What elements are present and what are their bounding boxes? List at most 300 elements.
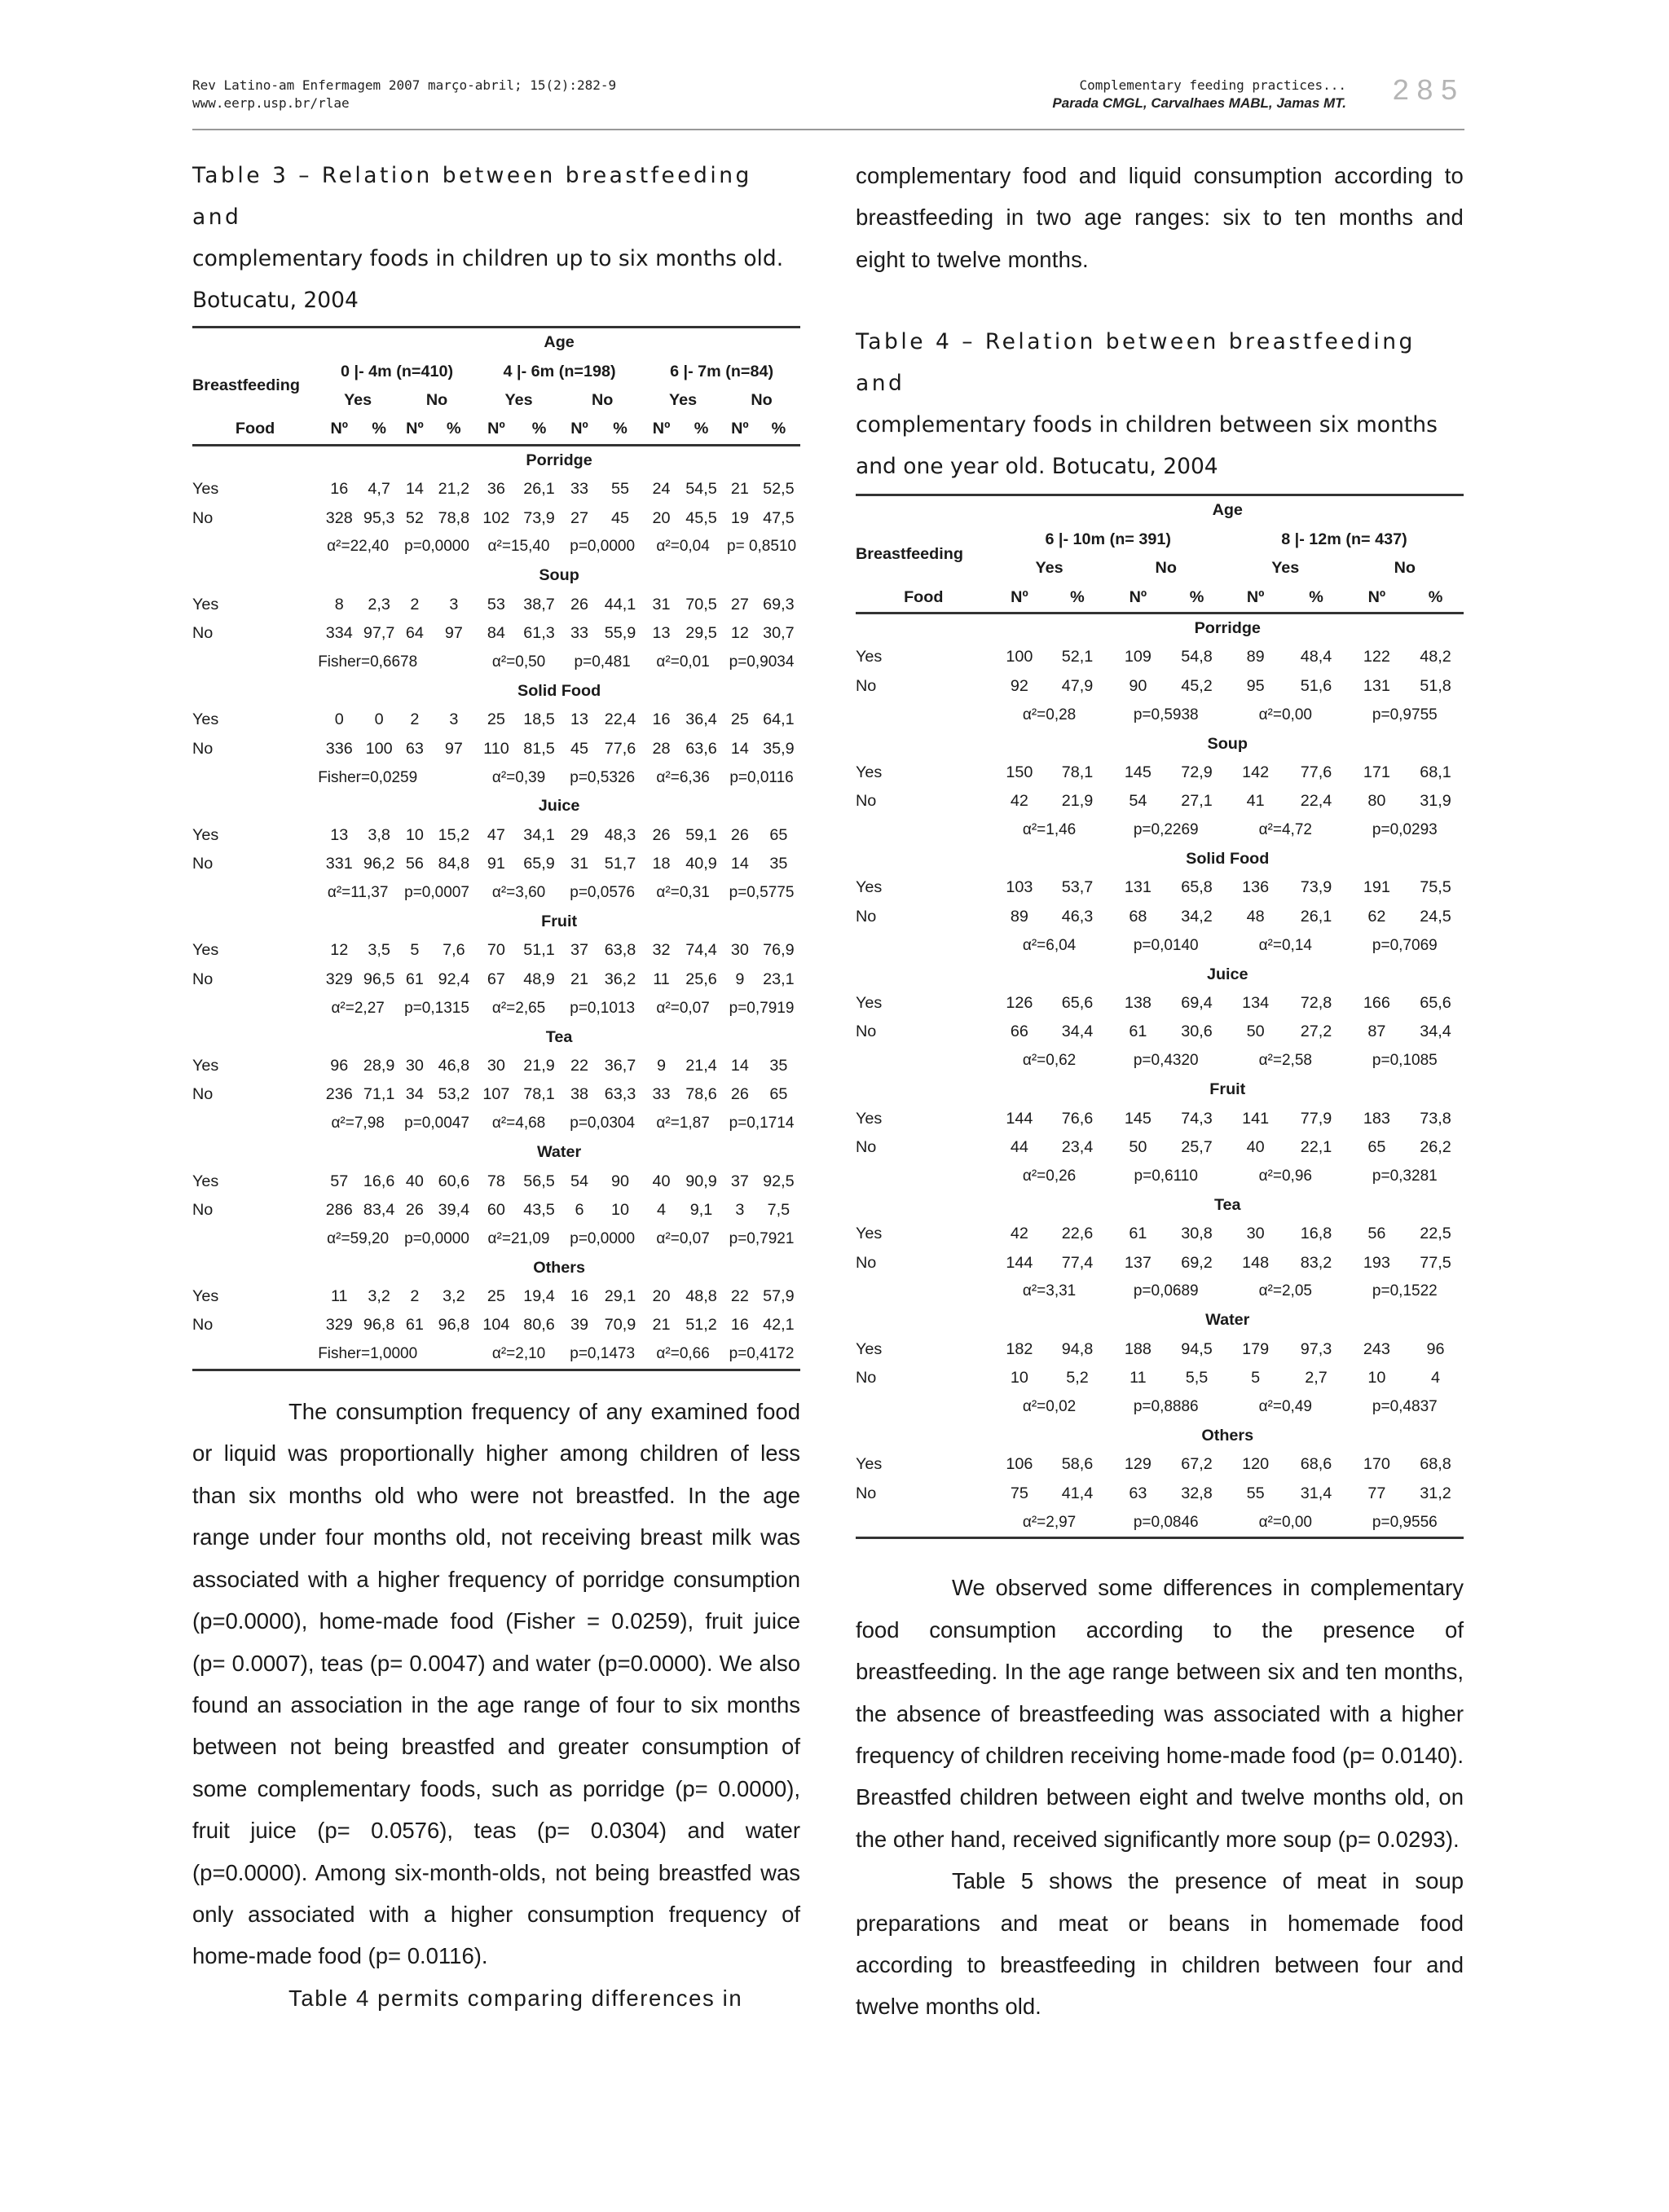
table3-cell: 35 <box>769 855 788 873</box>
table3-group-header: 4 |- 6m (n=198) <box>503 362 616 380</box>
table4-stat-value: p=0,8886 <box>1133 1398 1199 1416</box>
table3-cell: 22 <box>730 1287 749 1306</box>
table4-cell: 183 <box>1363 1109 1390 1128</box>
table3-cell: 5 <box>410 941 420 960</box>
table4-cell: 141 <box>1242 1109 1270 1128</box>
table4-stat-value: p=0,3281 <box>1372 1167 1438 1185</box>
table3-cell: 95,3 <box>363 508 395 527</box>
table3-cell: 18,5 <box>523 710 555 729</box>
table4-stat-value: α²=0,00 <box>1258 706 1312 723</box>
table3-stat-value: p=0,1473 <box>561 1340 643 1370</box>
table3-data-row <box>192 1052 800 1080</box>
table4-yes-header: Yes <box>1035 559 1063 578</box>
table3-cell: 10 <box>611 1200 630 1219</box>
running-header <box>1052 77 1346 112</box>
table3-stat-value: p=0,7919 <box>729 999 795 1017</box>
table4-cell: 92 <box>1010 676 1028 695</box>
table3-stat-value: p=0,481 <box>574 653 631 671</box>
table3-caption <box>192 155 800 321</box>
table3-cell: 35 <box>769 1056 788 1075</box>
table4-cell: 22,6 <box>1061 1225 1094 1243</box>
table3-stat-value: p=0,0576 <box>570 884 636 902</box>
table4-stat-row <box>856 1508 1464 1538</box>
table4-cell: 65,6 <box>1420 994 1451 1013</box>
table3-cell: 71,1 <box>363 1085 395 1104</box>
table3-cell: 10 <box>405 825 424 844</box>
table4-age-row <box>856 495 1464 526</box>
table3-cell: 36 <box>487 480 505 499</box>
table3-cell: 16,6 <box>363 1172 395 1190</box>
table4-cell: 42 <box>1010 792 1028 811</box>
table4-cell: 78,1 <box>1061 763 1094 781</box>
table3-stat-value: α²=4,68 <box>491 1115 546 1132</box>
table3-cell: 21,2 <box>438 480 470 499</box>
table3-cell: 8 <box>334 595 344 613</box>
table4-cell: 65,6 <box>1061 994 1094 1013</box>
table3-cell: 34 <box>405 1085 424 1104</box>
table3-stat-value: p=0,9034 <box>729 653 795 671</box>
table4-cell: 51,8 <box>1420 676 1451 695</box>
table3-cell: 2 <box>410 1287 420 1306</box>
table3-cell: 25 <box>487 1287 505 1306</box>
table4-stat-value: p=0,0846 <box>1108 1508 1225 1538</box>
table3-stat-value: α²=15,40 <box>487 538 550 556</box>
table3-group-header: 6 |- 7m (n=84) <box>670 362 774 380</box>
table4-category-label: Fruit <box>1209 1080 1246 1099</box>
table3-row-label: Yes <box>192 825 219 844</box>
table4-cell: 54,8 <box>1181 648 1213 666</box>
table4-category-label: Porridge <box>1194 618 1261 637</box>
table3-cell: 42,1 <box>763 1316 795 1335</box>
table4-food-label: Food <box>856 583 992 613</box>
table4-category-row <box>856 845 1464 873</box>
table3-cell: 14 <box>730 739 749 758</box>
table3-stat-value: p=0,4172 <box>723 1340 800 1370</box>
table3-stat-value: α²=0,04 <box>656 538 710 556</box>
table4-cell: 73,9 <box>1300 878 1332 897</box>
table4-group-header: 8 |- 12m (n= 437) <box>1281 530 1407 548</box>
table4-cell: 55 <box>1246 1484 1265 1502</box>
table3-cell: 2 <box>410 710 420 729</box>
table3-cell: 30,7 <box>763 624 795 643</box>
table3-row-label: No <box>192 624 214 643</box>
table3-stat-value: α²=0,39 <box>491 768 546 786</box>
right-paragraph-1: We observed some differences in complementary food consumption according to the presence of breastfeeding. In the age range between six and ten months, the absence of breastfeeding was associated with a higher frequency of children receiving home-made food (p= 0.0140). Breastfed children between eight and twelve months old, on the other hand, received significantly more soup (p= 0.0293). <box>856 1575 1464 1852</box>
table4-category-label: Tea <box>1213 1195 1241 1214</box>
table4-cell: 66 <box>1010 1022 1028 1041</box>
table3-cell: 13 <box>330 825 349 844</box>
table3-cell: 331 <box>325 855 353 873</box>
table4-row-label: No <box>856 1138 877 1156</box>
table4-cell: 5,2 <box>1066 1369 1089 1387</box>
table4-row-label: Yes <box>856 994 883 1013</box>
table3-cell: 76,9 <box>763 941 795 960</box>
table3-cell: 29,5 <box>685 624 717 643</box>
table4-data-row <box>856 1450 1464 1479</box>
table4-stat-value: α²=2,05 <box>1258 1282 1312 1300</box>
table4-cell: 48 <box>1246 907 1265 926</box>
table4-cell: 32,8 <box>1181 1484 1213 1502</box>
table3-breastfeeding-label: Breastfeeding <box>192 376 300 395</box>
table4-pct-header: % <box>1286 583 1345 613</box>
table3-category-label: Juice <box>538 797 580 816</box>
table3-cell: 36,7 <box>604 1056 636 1075</box>
table3-stat-value: p=0,5775 <box>729 884 795 902</box>
table3-data-row <box>192 1282 800 1311</box>
table3-cell: 26 <box>730 1085 749 1104</box>
table3-category-label: Others <box>533 1258 585 1277</box>
table4-cell: 170 <box>1363 1455 1390 1474</box>
table3-cell: 78,1 <box>523 1085 555 1104</box>
table3-cell: 45 <box>570 739 589 758</box>
table4-cell: 27,2 <box>1300 1022 1332 1041</box>
table3-stat-value: p=0,0000 <box>404 538 469 556</box>
table3-pct-header: % <box>680 415 723 445</box>
table4-pct-header: % <box>1169 583 1225 613</box>
table3-cell: 4 <box>657 1200 667 1219</box>
table3-cell: 92,5 <box>763 1172 795 1190</box>
table3-cell: 21,9 <box>523 1056 555 1075</box>
table4-cell: 53,7 <box>1061 878 1094 897</box>
table4-cell: 16,8 <box>1300 1225 1332 1243</box>
table3-stat-row <box>192 1110 800 1138</box>
table3-cell: 14 <box>730 1056 749 1075</box>
table3-caption-rest: complementary foods in children up to six months old. Botucatu, 2004 <box>192 246 784 313</box>
table4-cell: 56 <box>1367 1225 1386 1243</box>
table3-cell: 16 <box>570 1287 589 1306</box>
table4-stat-value: α²=3,31 <box>1022 1282 1077 1300</box>
table3-cell: 3,2 <box>368 1287 390 1306</box>
table3-stat-value: p=0,0000 <box>404 1229 469 1247</box>
table4-cell: 41 <box>1246 792 1265 811</box>
table3-no-header: No <box>751 390 773 409</box>
table4-category-label: Water <box>1205 1311 1250 1330</box>
journal-citation <box>192 77 616 112</box>
table4-cell: 46,3 <box>1061 907 1094 926</box>
table3-cell: 12 <box>730 624 749 643</box>
table4-stat-row <box>856 1047 1464 1075</box>
table4-cell: 69,2 <box>1181 1253 1213 1272</box>
table4-cell: 44 <box>1010 1138 1028 1156</box>
table4-stat-value: α²=0,96 <box>1258 1167 1312 1185</box>
table3-cell: 11 <box>330 1287 348 1306</box>
table3-cell: 43,5 <box>523 1200 555 1219</box>
table3-cell: 21 <box>730 480 749 499</box>
table4-cell: 48,4 <box>1300 648 1332 666</box>
table3-stat-value: α²=2,10 <box>476 1340 561 1370</box>
table4-unit-row <box>856 583 1464 613</box>
table3-stat-row <box>192 648 800 676</box>
table3-row-label: No <box>192 1085 214 1104</box>
table3-unit-row <box>192 415 800 445</box>
table4-cell: 166 <box>1363 994 1390 1013</box>
table4-cell: 5 <box>1251 1369 1261 1387</box>
table3-stat-value: p= 0,8510 <box>727 538 797 556</box>
table3-cell: 81,5 <box>523 739 555 758</box>
table4-cell: 22,4 <box>1300 792 1332 811</box>
table3-yes-header: Yes <box>669 390 698 409</box>
table3-cell: 6 <box>575 1200 584 1219</box>
table4-cell: 10 <box>1010 1369 1028 1387</box>
table3-category-label: Tea <box>545 1027 573 1046</box>
table4-data-row <box>856 873 1464 902</box>
table4-cell: 5,5 <box>1185 1369 1209 1387</box>
table4-cell: 51,6 <box>1300 676 1332 695</box>
table3-pct-header: % <box>757 415 800 445</box>
table4-cell: 68,1 <box>1420 763 1451 781</box>
table4-cell: 103 <box>1006 878 1033 897</box>
table3-data-row <box>192 936 800 965</box>
table3-cell: 15,2 <box>438 825 470 844</box>
table3-yes-header: Yes <box>344 390 372 409</box>
table3-cell: 19 <box>730 508 749 527</box>
table3-stat-value: p=0,0047 <box>404 1115 469 1132</box>
table4-cell: 31,4 <box>1300 1484 1332 1502</box>
table4-cell: 34,4 <box>1420 1022 1451 1041</box>
table3-cell: 4,7 <box>368 480 390 499</box>
table4-cell: 83,2 <box>1300 1253 1332 1272</box>
table3-cell: 110 <box>483 739 509 758</box>
table4-cell: 243 <box>1363 1339 1390 1358</box>
table3-category-row <box>192 561 800 590</box>
table3-cell: 19,4 <box>523 1287 555 1306</box>
table3-cell: 39,4 <box>438 1200 470 1219</box>
table3-cell: 3 <box>735 1200 745 1219</box>
table3-cell: 63,6 <box>685 739 717 758</box>
table4-cell: 74,3 <box>1181 1109 1213 1128</box>
left-paragraph-1: The consumption frequency of any examined food or liquid was proportionally higher among children of less than six months old who were not breastfed. In the age range under four months old, not receiving breast milk was associated with a higher frequency of porridge consumption (p=0.0000), home-made food (Fisher = 0.0259), fruit juice (p= 0.0007), teas (p= 0.0047) and water (p=0.0000). We also found an association in the age range of four to six months between not being breastfed and greater consumption of some complementary foods, such as porridge (p= 0.0000), fruit juice (p= 0.0576), teas (p= 0.0304) and water (p=0.0000). Among six-month-olds, not being breastfed was only associated with a higher consumption frequency of home-made food (p= 0.0116). <box>192 1399 800 1969</box>
table4-row-label: Yes <box>856 1225 883 1243</box>
table4-cell: 89 <box>1246 648 1265 666</box>
table3-cell: 97,7 <box>363 624 395 643</box>
table3-stat-value: α²=3,60 <box>491 884 546 902</box>
table4-stat-value: p=0,9755 <box>1372 706 1438 723</box>
table3-data-row <box>192 1311 800 1339</box>
table3-cell: 78 <box>487 1172 505 1190</box>
table3-stat-value: p=0,1714 <box>729 1115 795 1132</box>
table4-group-header: 6 |- 10m (n= 391) <box>1045 530 1171 548</box>
table4-no-header: No <box>1394 559 1416 578</box>
table3-cell: 35,9 <box>763 739 795 758</box>
table3-cell: 96,8 <box>363 1316 395 1335</box>
table3 <box>192 326 800 1371</box>
table3-cell: 27 <box>570 508 589 527</box>
table3-n-header: Nº <box>723 415 757 445</box>
table3-cell: 21 <box>652 1316 671 1335</box>
table3-cell: 90,9 <box>685 1172 717 1190</box>
table3-row-label: No <box>192 1200 214 1219</box>
table3-cell: 54,5 <box>685 480 717 499</box>
table4-cell: 148 <box>1242 1253 1270 1272</box>
table3-category-label: Water <box>536 1143 582 1162</box>
table4-cell: 95 <box>1246 676 1265 695</box>
table3-age-label: Age <box>318 328 800 358</box>
table3-cell: 61 <box>405 970 424 988</box>
page-number: 285 <box>1392 75 1464 108</box>
table4-stat-value: α²=4,72 <box>1258 821 1312 839</box>
table3-cell: 64 <box>405 624 424 643</box>
table3-data-row <box>192 850 800 878</box>
table4-data-row <box>856 787 1464 816</box>
table3-row-label: No <box>192 855 214 873</box>
table4-cell: 31,9 <box>1420 792 1451 811</box>
table3-stat-value: α²=22,40 <box>327 538 390 556</box>
table4-cell: 68 <box>1129 907 1147 926</box>
table4-cell: 61 <box>1129 1022 1147 1041</box>
table4-cell: 69,4 <box>1181 994 1213 1013</box>
table3-cell: 78,8 <box>438 508 470 527</box>
table4-stat-value: α²=6,04 <box>1022 936 1077 954</box>
table3-pct-header: % <box>432 415 476 445</box>
table4-cell: 11 <box>1130 1369 1147 1387</box>
table4-cell: 30,8 <box>1181 1225 1213 1243</box>
table3-cell: 22 <box>570 1056 589 1075</box>
table4-cell: 47,9 <box>1061 676 1094 695</box>
table3-cell: 56 <box>405 855 424 873</box>
table4-category-label: Soup <box>1207 734 1248 753</box>
table3-cell: 51,2 <box>685 1316 717 1335</box>
table4-data-row <box>856 759 1464 787</box>
table4-cell: 106 <box>1006 1455 1033 1474</box>
table3-data-row <box>192 1167 800 1195</box>
table3-stat-value: Fisher=0,6678 <box>318 653 418 671</box>
table4-stat-row <box>856 816 1464 845</box>
table3-stat-value: α²=0,07 <box>656 999 710 1017</box>
table3-cell: 14 <box>730 855 749 873</box>
table3-cell: 107 <box>482 1085 510 1104</box>
table3-cell: 63,3 <box>604 1085 636 1104</box>
table3-data-row <box>192 965 800 994</box>
table4-cell: 188 <box>1124 1339 1152 1358</box>
table4-cell: 179 <box>1242 1339 1270 1358</box>
table4-row-label: Yes <box>856 878 883 897</box>
table4-age-label: Age <box>992 495 1464 526</box>
table3-age-row <box>192 328 800 358</box>
table3-cell: 97 <box>444 739 463 758</box>
table4-cell: 122 <box>1363 648 1390 666</box>
table3-pct-header: % <box>597 415 643 445</box>
table4-cell: 25,7 <box>1181 1138 1213 1156</box>
table3-cell: 47,5 <box>763 508 795 527</box>
table4-yes-header: Yes <box>1271 559 1300 578</box>
table4-row-label: No <box>856 792 877 811</box>
table3-cell: 329 <box>325 970 353 988</box>
table4-cell: 30 <box>1246 1225 1265 1243</box>
table3-category-label: Soup <box>539 566 579 585</box>
table4-category-row <box>856 613 1464 643</box>
table3-cell: 55,9 <box>604 624 636 643</box>
table4-category-row <box>856 960 1464 988</box>
table4-cell: 42 <box>1010 1225 1028 1243</box>
table3-cell: 78,6 <box>685 1085 717 1104</box>
table3-row-label: Yes <box>192 1056 219 1075</box>
table3-cell: 26 <box>730 825 749 844</box>
table4-cell: 21,9 <box>1061 792 1094 811</box>
table3-cell: 14 <box>405 480 424 499</box>
table4-cell: 100 <box>1006 648 1033 666</box>
table3-cell: 61,3 <box>523 624 555 643</box>
table3-cell: 52,5 <box>763 480 795 499</box>
table4-cell: 142 <box>1242 763 1270 781</box>
table4-data-row <box>856 1220 1464 1248</box>
table4-cell: 22,1 <box>1300 1138 1332 1156</box>
table4-cell: 34,2 <box>1181 907 1213 926</box>
table3-stat-value: α²=6,36 <box>656 768 710 786</box>
table3-cell: 26,1 <box>523 480 555 499</box>
journal-reference: Rev Latino-am Enfermagem 2007 março-abril; 15(2):282-9 <box>192 77 617 93</box>
table3-cell: 0 <box>374 710 384 729</box>
table3-stat-row <box>192 533 800 561</box>
table3-cell: 40 <box>405 1172 424 1190</box>
table3-yes-header: Yes <box>504 390 533 409</box>
table3-data-row <box>192 504 800 532</box>
table3-cell: 11 <box>653 970 670 988</box>
table3-cell: 65 <box>769 825 788 844</box>
left-paragraph-2: Table 4 permits comparing differences in <box>288 1985 743 2011</box>
table3-cell: 3,8 <box>368 825 390 844</box>
table3-category-label: Fruit <box>541 913 578 930</box>
table4-cell: 75 <box>1010 1484 1028 1502</box>
table3-cell: 20 <box>652 1287 671 1306</box>
table4-data-row <box>856 643 1464 671</box>
table3-cell: 33 <box>652 1085 671 1104</box>
table3-cell: 97 <box>444 624 463 643</box>
table3-stat-row <box>192 1340 800 1370</box>
table3-stat-row <box>192 878 800 907</box>
table3-cell: 28 <box>652 739 671 758</box>
table3-category-row <box>192 677 800 706</box>
table3-n-header: Nº <box>318 415 360 445</box>
table4-cell: 77,5 <box>1420 1253 1451 1272</box>
table3-cell: 16 <box>652 710 671 729</box>
table4-data-row <box>856 672 1464 701</box>
table3-cell: 3,5 <box>368 941 390 960</box>
table4-cell: 27,1 <box>1181 792 1213 811</box>
table4-cell: 131 <box>1363 676 1390 695</box>
table4-cell: 89 <box>1010 907 1028 926</box>
table3-cell: 74,4 <box>685 941 717 960</box>
table4-cell: 109 <box>1124 648 1152 666</box>
table4-row-label: Yes <box>856 648 883 666</box>
journal-url[interactable]: www.eerp.usp.br/rlae <box>192 95 350 111</box>
table3-cell: 9 <box>735 970 745 988</box>
table3-cell: 286 <box>325 1200 353 1219</box>
table3-stat-value: α²=0,50 <box>491 653 546 671</box>
table3-cell: 70,9 <box>604 1316 636 1335</box>
table4-cell: 182 <box>1006 1339 1033 1358</box>
table3-data-row <box>192 1196 800 1225</box>
table3-stat-value: α²=0,66 <box>643 1340 723 1370</box>
table4-n-header: Nº <box>992 583 1048 613</box>
table4-cell: 65,8 <box>1181 878 1213 897</box>
table4-stat-value: p=0,0689 <box>1133 1282 1199 1300</box>
table4 <box>856 494 1464 1539</box>
table4-cell: 65 <box>1367 1138 1386 1156</box>
table4-row-label: No <box>856 1484 877 1502</box>
table4-stat-value: α²=0,26 <box>1022 1167 1077 1185</box>
table4-stat-value: α²=0,49 <box>1258 1398 1312 1416</box>
table4-pct-header: % <box>1047 583 1107 613</box>
table4-cell: 72,9 <box>1181 763 1213 781</box>
table4-row-label: Yes <box>856 1109 883 1128</box>
table3-stat-row <box>192 763 800 792</box>
table3-cell: 24 <box>652 480 671 499</box>
table4-category-label: Solid Food <box>1186 850 1270 869</box>
table3-row-label: Yes <box>192 941 219 960</box>
table3-cell: 236 <box>325 1085 353 1104</box>
table3-cell: 54 <box>570 1172 589 1190</box>
table3-stat-value: p=0,1013 <box>570 999 636 1017</box>
